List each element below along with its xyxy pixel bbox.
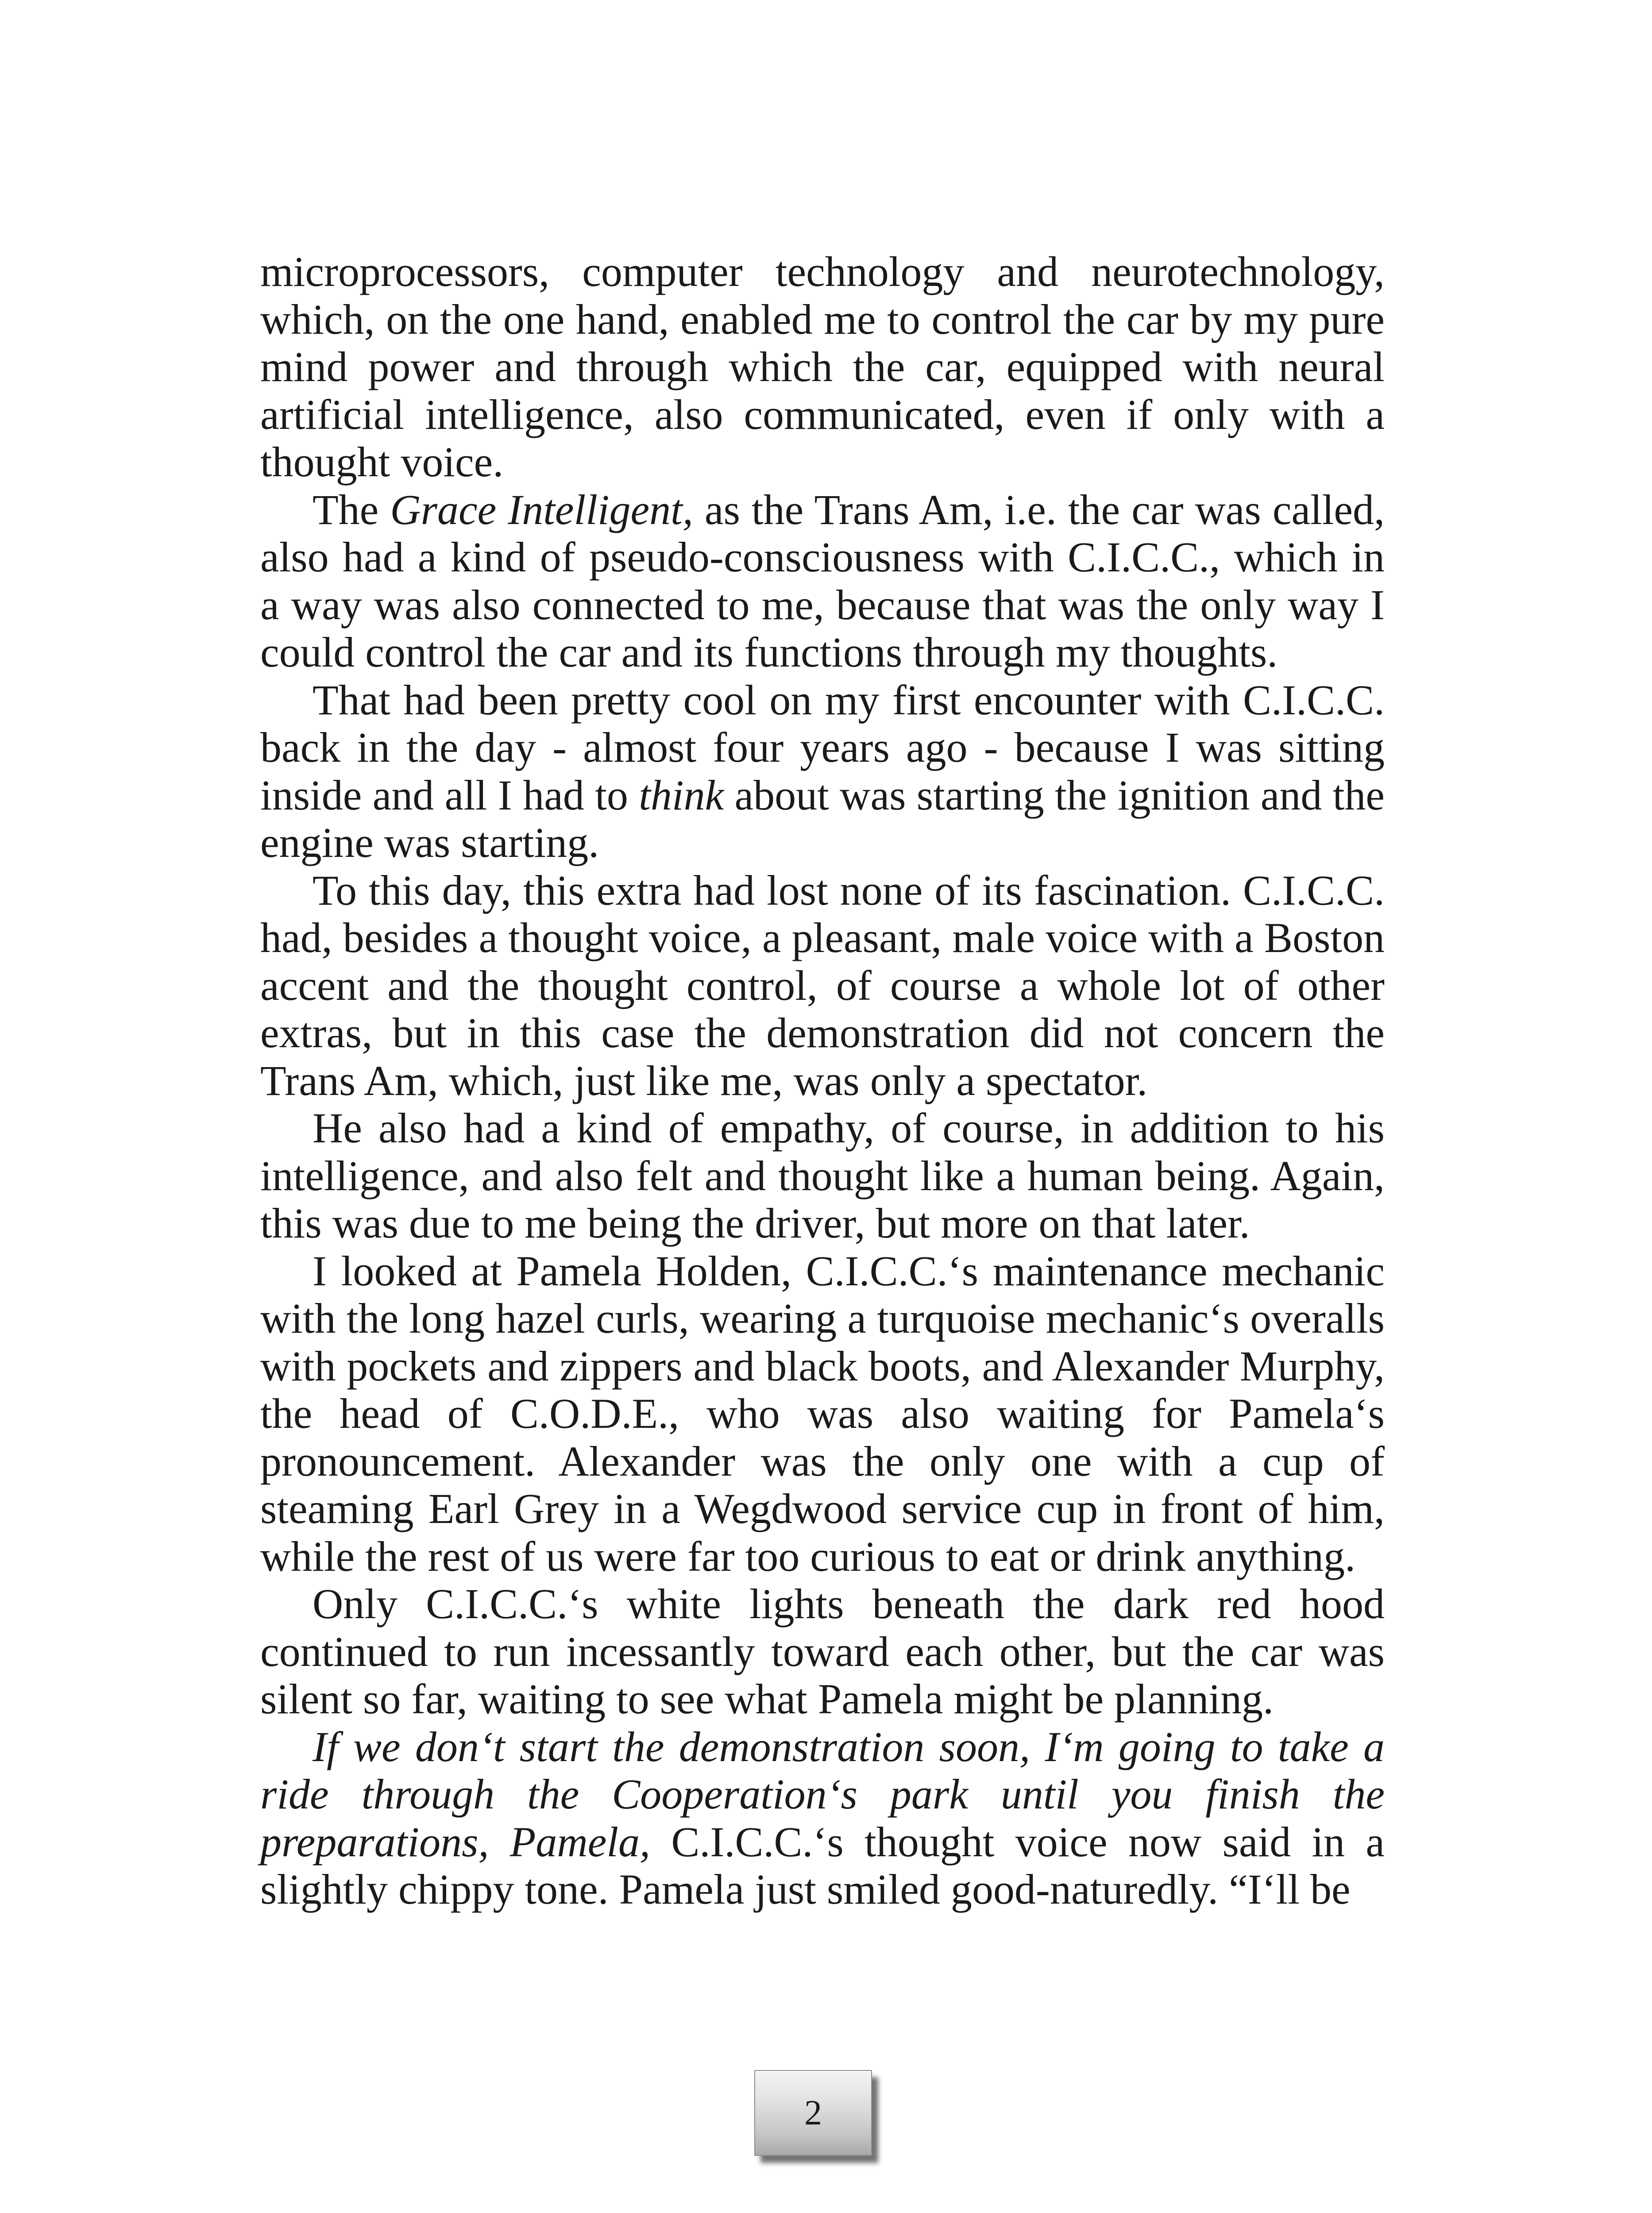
text-segment: about was starting the ignition and the engine was starting. <box>260 771 1385 866</box>
paragraph <box>260 1723 1385 1913</box>
paragraph <box>260 1580 1385 1723</box>
page-number-badge <box>754 2070 872 2156</box>
text-segment: To this day, this extra had lost none of its fascination. C.I.C.C. had, besides a thought voice, a pleasant, male voice with a Boston accent and the thought control, of course a whole lot of other extras, but in this case the demonstration did not concern the Trans Am, which, just like me, was only a spectator. <box>260 866 1385 1104</box>
text-segment: That had been pretty cool on my first encounter with C.I.C.C. back in the day - almost four years ago - because I was sitting inside and all I had to <box>260 676 1385 819</box>
page-number: 2 <box>804 2093 822 2132</box>
text-segment: The <box>313 486 390 533</box>
text-segment: as the Trans Am, i.e. the car was called, also had a kind of pseudo-consciousness with C.I.C.C., which in a way was also connected to me, because that was the only way I could control the car and its functions through my thoughts. <box>260 486 1385 676</box>
text-segment: C.I.C.C.‘s thought voice now said in a slightly chippy tone. Pamela just smiled good-naturedly. “I‘ll be <box>260 1818 1385 1913</box>
italic-text-segment: Grace Intelligent, <box>390 486 693 533</box>
paragraph <box>260 1247 1385 1581</box>
paragraph <box>260 1104 1385 1247</box>
paragraph <box>260 486 1385 676</box>
italic-text-segment: If we don‘t start the demonstration soon, I‘m going to take a ride through the Cooperation‘s park until you finish the preparations, Pamela, <box>260 1723 1385 1866</box>
body-text <box>260 248 1385 1913</box>
text-segment: Only C.I.C.C.‘s white lights beneath the dark red hood continued to run incessantly toward each other, but the car was silent so far, waiting to see what Pamela might be planning. <box>260 1580 1385 1723</box>
paragraph <box>260 248 1385 486</box>
italic-text-segment: think <box>639 771 724 819</box>
text-segment: I looked at Pamela Holden, C.I.C.C.‘s maintenance mechanic with the long hazel curls, wearing a turquoise mechanic‘s overalls with pockets and zippers and black boots, and Alexander Murphy, the head of C.O.D.E., who was also waiting for Pamela‘s pronouncement. Alexander was the only one with a cup of steaming Earl Grey in a Wegdwood service cup in front of him, while the rest of us were far too curious to eat or drink anything. <box>260 1247 1385 1580</box>
text-segment: microprocessors, computer technology and neurotechnology, which, on the one hand, enabled me to control the car by my pure mind power and through which the car, equipped with neural artificial intelligence, also communicated, even if only with a thought voice. <box>260 248 1385 486</box>
paragraph <box>260 867 1385 1105</box>
paragraph <box>260 676 1385 867</box>
text-segment: He also had a kind of empathy, of course, in addition to his intelligence, and also felt and thought like a human being. Again, this was due to me being the driver, but more on that later. <box>260 1104 1385 1247</box>
